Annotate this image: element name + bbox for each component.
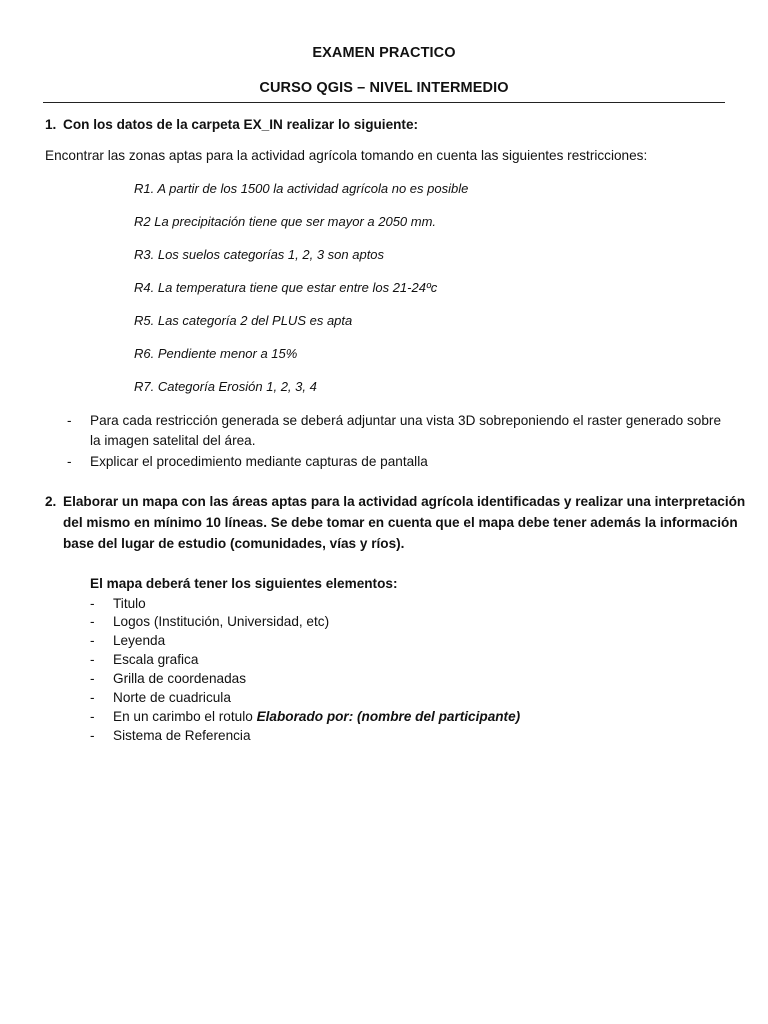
map-element-leyenda: Leyenda — [113, 633, 166, 648]
restriction-r1: R1. A partir de los 1500 la actividad agrícola no es posible — [134, 181, 469, 196]
q2-line-1: Elaborar un mapa con las áreas aptas para la actividad agrícola identificadas y realizar una interpretación — [63, 494, 746, 509]
q1-bullet-1-line1: Para cada restricción generada se deberá adjuntar una vista 3D sobreponiendo el raster generado sobre — [90, 413, 722, 428]
map-element-titulo: Titulo — [113, 596, 146, 611]
restriction-r7: R7. Categoría Erosión 1, 2, 3, 4 — [134, 379, 317, 394]
title-divider — [43, 102, 725, 103]
q1-number: 1. — [45, 117, 57, 132]
bullet-dash: - — [90, 633, 95, 648]
map-elements-heading: El mapa deberá tener los siguientes elementos: — [90, 576, 398, 591]
bullet-dash: - — [90, 671, 95, 686]
map-element-sistema: Sistema de Referencia — [113, 728, 251, 743]
q1-bullet-1-line2: la imagen satelital del área. — [90, 433, 256, 448]
q2-number: 2. — [45, 494, 57, 509]
bullet-dash: - — [90, 690, 95, 705]
restriction-r5: R5. Las categoría 2 del PLUS es apta — [134, 313, 353, 328]
bullet-dash: - — [67, 454, 72, 469]
restriction-r4: R4. La temperatura tiene que estar entre los 21-24ºc — [134, 280, 438, 295]
map-element-logos: Logos (Institución, Universidad, etc) — [113, 614, 330, 629]
bullet-dash: - — [67, 413, 72, 428]
q2-line-3: base del lugar de estudio (comunidades, vías y ríos). — [63, 536, 405, 551]
exam-title: EXAMEN PRACTICO — [312, 45, 456, 61]
carimbo-label: En un carimbo el rotulo — [113, 709, 257, 724]
q2-line-2: del mismo en mínimo 10 líneas. Se debe tomar en cuenta que el mapa debe tener además la información — [63, 515, 738, 530]
restriction-r6: R6. Pendiente menor a 15% — [134, 346, 298, 361]
course-title: CURSO QGIS – NIVEL INTERMEDIO — [259, 80, 509, 96]
q1-bullet-2: Explicar el procedimiento mediante capturas de pantalla — [90, 454, 428, 469]
q1-intro: Encontrar las zonas aptas para la actividad agrícola tomando en cuenta las siguientes restricciones: — [45, 148, 648, 163]
restriction-r2: R2 La precipitación tiene que ser mayor a 2050 mm. — [134, 214, 437, 229]
map-element-norte: Norte de cuadricula — [113, 690, 231, 705]
bullet-dash: - — [90, 709, 95, 724]
carimbo-bold-label: Elaborado por: (nombre del participante) — [256, 709, 521, 724]
bullet-dash: - — [90, 728, 95, 743]
bullet-dash: - — [90, 596, 95, 611]
bullet-dash: - — [90, 652, 95, 667]
map-element-escala: Escala grafica — [113, 652, 199, 667]
q1-heading: Con los datos de la carpeta EX_IN realizar lo siguiente: — [63, 117, 419, 132]
bullet-dash: - — [90, 614, 95, 629]
map-element-carimbo — [113, 707, 520, 727]
restriction-r3: R3. Los suelos categorías 1, 2, 3 son aptos — [134, 247, 385, 262]
map-element-grilla: Grilla de coordenadas — [113, 671, 246, 686]
